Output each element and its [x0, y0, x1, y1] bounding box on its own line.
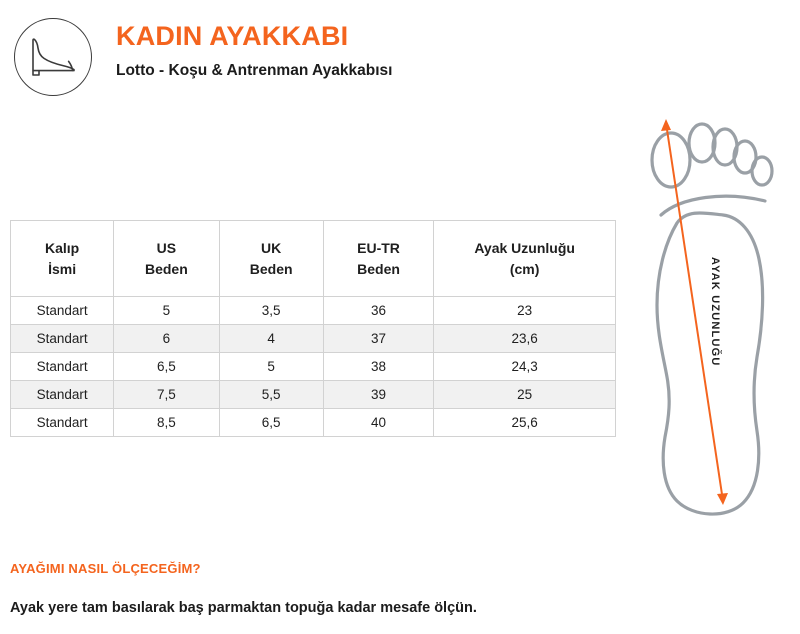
cell-eu-tr: 40: [323, 409, 433, 437]
column-header-kalip-line2: İsmi: [48, 260, 77, 277]
column-header-us-line1: US: [156, 240, 177, 257]
cell-eu-tr: 37: [323, 325, 433, 353]
cell-kalip: Standart: [11, 353, 114, 381]
cell-us: 8,5: [114, 409, 219, 437]
footer-instruction: Ayak yere tam basılarak baş parmaktan topuğa kadar mesafe ölçün.: [10, 600, 477, 616]
table-body: [11, 297, 616, 437]
table-header-row: [11, 221, 616, 297]
cell-foot-length: 23,6: [434, 325, 616, 353]
cell-uk: 3,5: [219, 297, 323, 325]
measure-label: AYAK UZUNLUĞU: [709, 257, 721, 367]
size-table: [10, 220, 616, 437]
cell-us: 5: [114, 297, 219, 325]
cell-kalip: Standart: [11, 381, 114, 409]
column-header-uk-line2: Beden: [249, 260, 293, 277]
table-row: [11, 325, 616, 353]
column-header-eu-tr-line2: Beden: [357, 260, 400, 277]
table-row: [11, 409, 616, 437]
foot-measurement-diagram: [615, 105, 795, 525]
cell-foot-length: 24,3: [434, 353, 616, 381]
column-header-eu-tr-line1: EU-TR: [357, 240, 400, 257]
cell-us: 6: [114, 325, 219, 353]
header-text-block: [116, 16, 392, 80]
cell-uk: 5: [219, 353, 323, 381]
size-table-container: [10, 220, 616, 437]
cell-kalip: Standart: [11, 297, 114, 325]
cell-us: 6,5: [114, 353, 219, 381]
column-header-foot-length-line1: Ayak Uzunluğu: [474, 240, 575, 257]
cell-eu-tr: 36: [323, 297, 433, 325]
table-row: [11, 353, 616, 381]
table-row: [11, 381, 616, 409]
table-head: [11, 221, 616, 297]
footprint-outline-icon: [615, 512, 795, 529]
column-header-us: [114, 221, 219, 297]
page-title: KADIN AYAKKABI: [116, 21, 349, 51]
cell-uk: 5,5: [219, 381, 323, 409]
cell-foot-length: 23: [434, 297, 616, 325]
column-header-kalip-line1: Kalıp: [45, 240, 80, 257]
cell-uk: 6,5: [219, 409, 323, 437]
column-header-uk-line1: UK: [261, 240, 282, 257]
page-header: [0, 0, 800, 96]
cell-kalip: Standart: [11, 325, 114, 353]
logo-badge: [14, 18, 92, 96]
cell-foot-length: 25: [434, 381, 616, 409]
column-header-us-line2: Beden: [144, 260, 188, 277]
page-subtitle: Lotto - Koşu & Antrenman Ayakkabısı: [116, 61, 393, 79]
cell-eu-tr: 39: [323, 381, 433, 409]
footer-heading: AYAĞIMI NASIL ÖLÇECEĞİM?: [10, 561, 201, 576]
column-header-eu-tr: [323, 221, 433, 297]
cell-eu-tr: 38: [323, 353, 433, 381]
table-row: [11, 297, 616, 325]
cell-kalip: Standart: [11, 409, 114, 437]
high-heel-shoe-icon: [27, 31, 79, 84]
page-footer: [10, 561, 790, 616]
column-header-foot-length: [434, 221, 616, 297]
cell-foot-length: 25,6: [434, 409, 616, 437]
cell-us: 7,5: [114, 381, 219, 409]
column-header-foot-length-line2: (cm): [509, 260, 540, 277]
cell-uk: 4: [219, 325, 323, 353]
column-header-kalip: [11, 221, 114, 297]
column-header-uk: [219, 221, 323, 297]
